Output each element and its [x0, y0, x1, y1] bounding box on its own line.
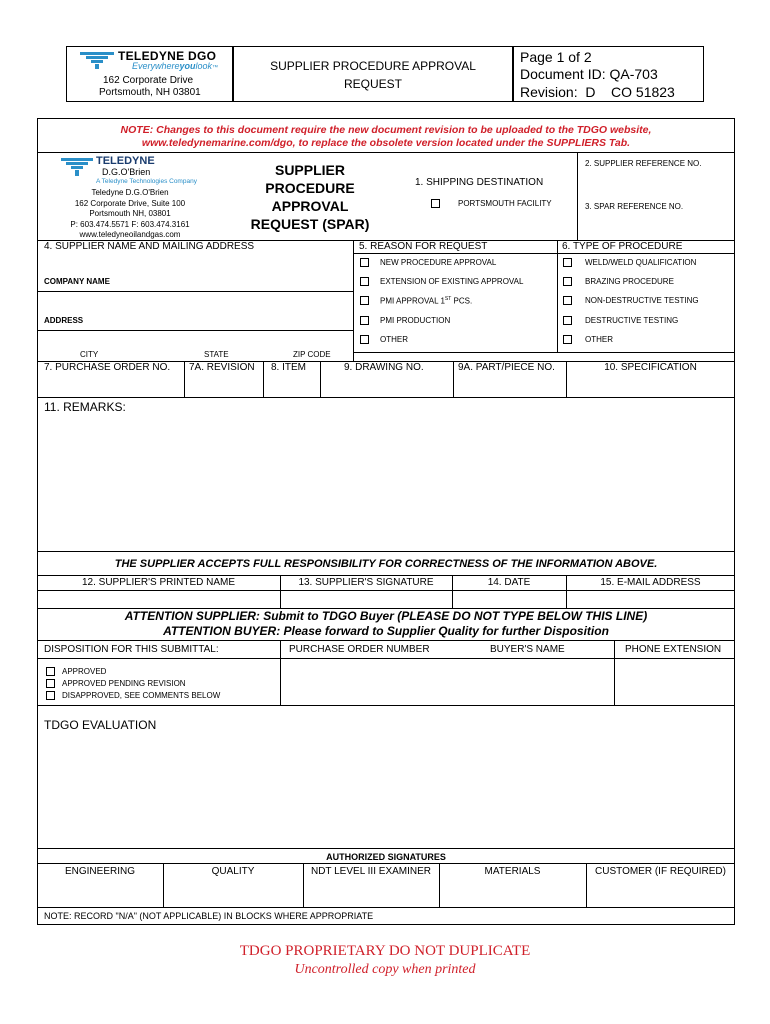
document-id: Document ID: QA-703	[520, 66, 658, 82]
po-number-label: PURCHASE ORDER NUMBER	[289, 644, 430, 655]
header-address-line1: 162 Corporate Drive	[103, 75, 194, 86]
reason-new-procedure-label: NEW PROCEDURE APPROVAL	[380, 258, 497, 267]
teledyne-logo-icon	[78, 50, 118, 70]
reason-label: 5. REASON FOR REQUEST	[359, 241, 488, 252]
reason-other-label: OTHER	[380, 335, 408, 344]
divider	[184, 361, 185, 397]
reason-extension-checkbox[interactable]	[360, 277, 369, 286]
divider	[37, 330, 353, 331]
disapproved-checkbox[interactable]	[46, 691, 55, 700]
remarks-label: 11. REMARKS:	[44, 400, 126, 414]
reason-pmi-production-checkbox[interactable]	[360, 316, 369, 325]
page-title-line2: REQUEST	[343, 77, 402, 91]
divider	[37, 640, 735, 641]
engineering-signature-label: ENGINEERING	[64, 866, 135, 877]
state-label: STATE	[204, 350, 229, 359]
reason-pmi-approval-checkbox[interactable]	[360, 296, 369, 305]
attention-supplier-line: ATTENTION SUPPLIER: Submit to TDGO Buyer (PLEASE DO NOT TYPE BELOW THIS LINE)	[124, 609, 648, 623]
approved-checkbox[interactable]	[46, 667, 55, 676]
page-number: Page 1 of 2	[520, 49, 592, 65]
company-brand: TELEDYNE	[96, 155, 155, 167]
spar-title-3: APPROVAL	[271, 198, 349, 214]
company-website: www.teledyneoilandgas.com	[79, 230, 181, 239]
divider	[37, 291, 353, 292]
divider	[37, 848, 735, 849]
company-sub: D.G.O'Brien	[102, 167, 151, 177]
divider	[557, 240, 558, 352]
type-brazing-label: BRAZING PROCEDURE	[585, 277, 674, 286]
revision-label: 7A. REVISION	[189, 362, 255, 373]
divider	[37, 590, 735, 591]
date-label: 14. DATE	[487, 577, 531, 588]
address-label: ADDRESS	[44, 316, 84, 325]
revision-note-line1: NOTE: Changes to this document require the new document revision to be uploaded to the TDGO website,	[120, 124, 652, 136]
divider	[353, 352, 735, 353]
specification-label: 10. SPECIFICATION	[604, 362, 697, 373]
divider	[353, 253, 735, 254]
page-title: SUPPLIER PROCEDURE APPROVAL	[270, 59, 476, 73]
divider	[37, 658, 735, 659]
part-label: 9A. PART/PIECE NO.	[458, 362, 555, 373]
printed-name-label: 12. SUPPLIER'S PRINTED NAME	[81, 577, 236, 588]
supplier-acceptance-statement: THE SUPPLIER ACCEPTS FULL RESPONSIBILITY FOR CORRECTNESS OF THE INFORMATION ABOVE.	[114, 558, 658, 570]
divider	[353, 240, 354, 362]
procedure-type-label: 6. TYPE OF PROCEDURE	[562, 241, 683, 252]
email-label: 15. E-MAIL ADDRESS	[600, 577, 701, 588]
divider	[453, 361, 454, 397]
approved-pending-checkbox[interactable]	[46, 679, 55, 688]
spar-title-4: REQUEST (SPAR)	[250, 216, 370, 232]
customer-signature-label: CUSTOMER (IF REQUIRED)	[595, 866, 726, 877]
reason-pmi-production-label: PMI PRODUCTION	[380, 316, 451, 325]
remarks-field[interactable]	[38, 415, 734, 550]
revision-note-line2: www.teledynemarine.com/dgo, to replace the obsolete version located under the SUPPLIERS Tab.	[141, 137, 631, 149]
header-address-line2: Portsmouth, NH 03801	[99, 87, 201, 98]
divider	[37, 152, 735, 153]
header-company-name: TELEDYNE DGO	[118, 49, 217, 63]
signature-label: 13. SUPPLIER'S SIGNATURE	[298, 577, 434, 588]
divider	[320, 361, 321, 397]
approved-pending-label: APPROVED PENDING REVISION	[62, 679, 186, 688]
header-tagline: Everywhereyoulook™	[132, 61, 219, 71]
reason-new-procedure-checkbox[interactable]	[360, 258, 369, 267]
supplier-reference-label: 2. SUPPLIER REFERENCE NO.	[585, 159, 702, 168]
proprietary-notice: TDGO PROPRIETARY DO NOT DUPLICATE	[239, 943, 531, 959]
divider	[37, 705, 735, 706]
materials-signature-label: MATERIALS	[484, 866, 541, 877]
spar-title-1: SUPPLIER	[274, 162, 345, 178]
company-tagline: A Teledyne Technologies Company	[96, 178, 197, 185]
ndt-signature-label: NDT LEVEL III EXAMINER	[310, 866, 432, 877]
zip-code-label: ZIP CODE	[293, 350, 331, 359]
type-weld-checkbox[interactable]	[563, 258, 572, 267]
divider	[37, 907, 735, 908]
company-address-3: Portsmouth NH, 03801	[89, 209, 171, 218]
item-label: 8. ITEM	[271, 362, 307, 373]
type-other-checkbox[interactable]	[563, 335, 572, 344]
type-ndt-checkbox[interactable]	[563, 296, 572, 305]
type-destructive-checkbox[interactable]	[563, 316, 572, 325]
divider	[37, 575, 735, 576]
divider	[263, 361, 264, 397]
portsmouth-facility-label: PORTSMOUTH FACILITY	[458, 199, 552, 208]
company-address-1: Teledyne D.G.O'Brien	[91, 188, 169, 197]
divider	[37, 397, 735, 398]
divider	[577, 152, 578, 240]
company-name-label: COMPANY NAME	[44, 277, 110, 286]
divider	[37, 551, 735, 552]
phone-extension-label: PHONE EXTENSION	[625, 644, 722, 655]
type-destructive-label: DESTRUCTIVE TESTING	[585, 316, 679, 325]
divider	[280, 640, 281, 705]
reason-other-checkbox[interactable]	[360, 335, 369, 344]
purchase-order-label: 7. PURCHASE ORDER NO.	[44, 362, 171, 373]
spar-title-2: PROCEDURE	[265, 180, 355, 196]
evaluation-label: TDGO EVALUATION	[44, 718, 157, 732]
document-revision: Revision: D CO 51823	[520, 84, 675, 100]
disapproved-label: DISAPPROVED, SEE COMMENTS BELOW	[62, 691, 221, 700]
divider	[37, 863, 735, 864]
uncontrolled-copy-notice: Uncontrolled copy when printed	[294, 962, 476, 977]
buyer-name-label: BUYER'S NAME	[490, 644, 565, 655]
reason-extension-label: EXTENSION OF EXISTING APPROVAL	[380, 277, 524, 286]
drawing-label: 9. DRAWING NO.	[344, 362, 424, 373]
authorized-signatures-title: AUTHORIZED SIGNATURES	[326, 852, 446, 862]
type-ndt-label: NON-DESTRUCTIVE TESTING	[585, 296, 699, 305]
shipping-destination-label: 1. SHIPPING DESTINATION	[415, 177, 544, 188]
divider	[614, 640, 615, 705]
portsmouth-facility-checkbox[interactable]	[431, 199, 440, 208]
header-title-box	[233, 46, 513, 102]
evaluation-field[interactable]	[38, 735, 734, 847]
spar-reference-label: 3. SPAR REFERENCE NO.	[585, 202, 684, 211]
approved-label: APPROVED	[62, 667, 107, 676]
reason-pmi-approval-label: PMI APPROVAL 1ST PCS.	[380, 296, 473, 306]
company-phone: P: 603.474.5571 F: 603.474.3161	[70, 220, 190, 229]
disposition-label: DISPOSITION FOR THIS SUBMITTAL:	[44, 644, 219, 655]
type-weld-label: WELD/WELD QUALIFICATION	[585, 258, 697, 267]
supplier-name-label: 4. SUPPLIER NAME AND MAILING ADDRESS	[44, 241, 255, 252]
type-brazing-checkbox[interactable]	[563, 277, 572, 286]
company-address-2: 162 Corporate Drive, Suite 100	[74, 199, 186, 208]
na-footnote: NOTE: RECORD "N/A" (NOT APPLICABLE) IN BLOCKS WHERE APPROPRIATE	[44, 911, 374, 921]
teledyne-dgo-logo-icon	[60, 156, 96, 178]
city-label: CITY	[80, 350, 99, 359]
attention-buyer-line: ATTENTION BUYER: Please forward to Supplier Quality for further Disposition	[163, 624, 609, 638]
type-other-label: OTHER	[585, 335, 613, 344]
quality-signature-label: QUALITY	[211, 866, 255, 877]
